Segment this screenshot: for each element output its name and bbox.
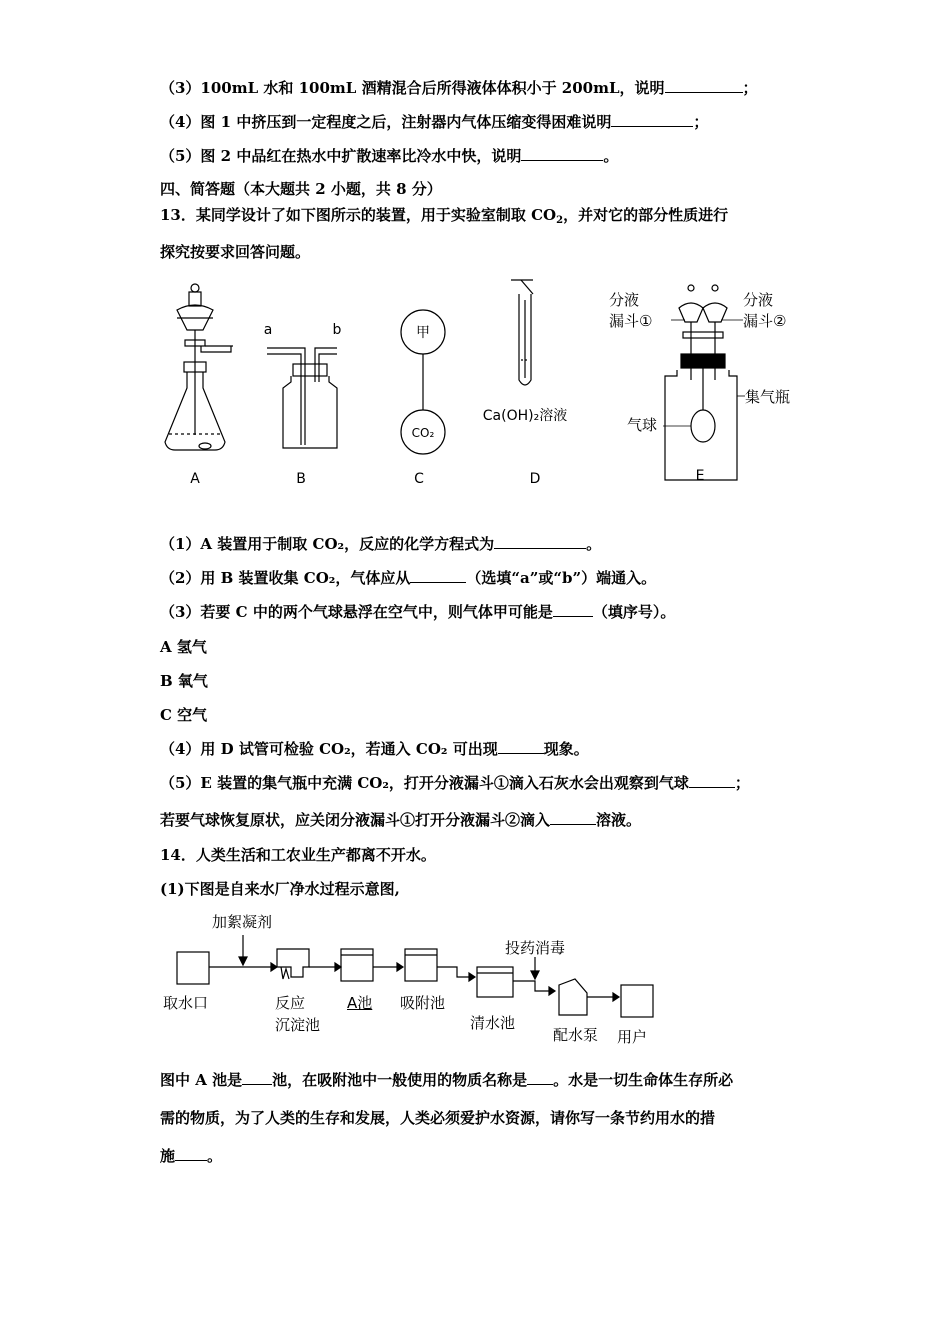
coagulant-label: 加絮凝剂 (212, 913, 273, 931)
reaction-label-b: 沉淀池 (275, 1016, 321, 1034)
q13-stem-a: 13．某同学设计了如下图所示的装置，用于实验室制取 CO (160, 206, 557, 224)
q14-ans1-a: 图中 A 池是 (160, 1071, 243, 1089)
q14-ans1-c: 。水是一切生命体生存所必 (553, 1071, 734, 1089)
answer-blank[interactable] (521, 146, 603, 161)
q14-stem: 14．人类生活和工农业生产都离不开水。 (160, 846, 436, 864)
q13-part4-end: 现象。 (543, 740, 589, 758)
q13-part5b (160, 810, 641, 830)
apparatus-b (267, 348, 337, 448)
balloon-label: 气球 (627, 416, 658, 434)
q13-part5b-text: 若要气球恢复原状，应关闭分液漏斗①打开分液漏斗②滴入 (160, 811, 551, 829)
q12-item3-text: （3）100mL 水和 100mL 酒精混合后所得液体体积小于 200mL，说明 (160, 79, 665, 97)
q14-answer-line3 (160, 1146, 222, 1166)
option-b: B 氧气 (160, 672, 208, 690)
answer-blank[interactable] (242, 1070, 272, 1085)
balloon-jia-label: 甲 (416, 325, 430, 341)
pump-label: 配水泵 (553, 1026, 599, 1044)
q13-part4 (160, 739, 589, 759)
apparatus-a (165, 284, 233, 450)
answer-blank[interactable] (689, 773, 735, 788)
pool-a-label: A池 (347, 994, 373, 1012)
q13-stem-b: ，并对它的部分性质进行 (563, 206, 729, 224)
user-label: 用户 (617, 1028, 648, 1046)
q12-item4-end: ； (693, 113, 709, 131)
port-b-label: b (332, 322, 342, 338)
q13-part1 (160, 534, 601, 554)
answer-blank[interactable] (175, 1146, 207, 1161)
q12-item5-text: （5）图 2 中品红在热水中扩散速率比冷水中快，说明 (160, 147, 522, 165)
bottle-label: 集气瓶 (745, 388, 791, 406)
q13-part2 (160, 568, 656, 588)
intake-label: 取水口 (163, 994, 209, 1012)
port-a-label: a (263, 322, 273, 338)
label-d: D (529, 471, 541, 487)
label-e: E (695, 468, 705, 484)
adsorb-label: 吸附池 (400, 994, 446, 1012)
answer-blank[interactable] (498, 739, 544, 754)
q12-item4-text: （4）图 1 中挤压到一定程度之后，注射器内气体压缩变得困难说明 (160, 113, 612, 131)
option-c: C 空气 (160, 706, 208, 724)
answer-blank[interactable] (553, 602, 593, 617)
q13-part2-text: （2）用 B 装置收集 CO₂，气体应从 (160, 569, 411, 587)
q13-part5-text: （5）E 装置的集气瓶中充满 CO₂，打开分液漏斗①滴入石灰水会出观察到气球 (160, 774, 689, 792)
q14-answer-line1 (160, 1070, 733, 1090)
funnel2-label-b: 漏斗② (743, 312, 787, 330)
funnel2-label-a: 分液 (743, 291, 774, 309)
disinfect-label: 投药消毒 (505, 939, 566, 957)
q12-item4 (160, 112, 708, 132)
q13-stem: 13．某同学设计了如下图所示的装置，用于实验室制取 $CO_2$，并对它的部分性质进行 (160, 206, 729, 226)
label-c: C (414, 471, 424, 487)
option-a: A 氢气 (160, 638, 207, 656)
section-heading: 四、简答题（本大题共 2 小题，共 8 分） (160, 180, 442, 198)
q14-ans3-a: 施 (160, 1147, 176, 1165)
answer-blank[interactable] (550, 810, 596, 825)
funnel1-label-a: 分液 (609, 291, 640, 309)
apparatus-figure (155, 270, 815, 495)
q12-item5-end: 。 (603, 147, 619, 165)
q14-answer-line2: 需的物质，为了人类的生存和发展，人类必须爱护水资源，请你写一条节约用水的措 (160, 1109, 716, 1127)
q13-part5-end: ； (734, 774, 750, 792)
q13-part3-end: （填序号）。 (592, 603, 676, 621)
answer-blank[interactable] (527, 1070, 553, 1085)
funnel1-label-b: 漏斗① (609, 312, 653, 330)
apparatus-e (665, 285, 737, 480)
reaction-label-a: 反应 (275, 994, 306, 1012)
q12-item3-end: ； (742, 79, 758, 97)
answer-blank[interactable] (611, 112, 693, 127)
apparatus-d (511, 280, 533, 385)
answer-blank[interactable] (665, 78, 743, 93)
q13-stem-line2: 探究按要求回答问题。 (160, 243, 311, 261)
q13-part1-end: 。 (586, 535, 602, 553)
label-a: A (190, 471, 200, 487)
label-b: B (296, 471, 306, 487)
q13-part3-text: （3）若要 C 中的两个气球悬浮在空气中，则气体甲可能是 (160, 603, 553, 621)
q13-part4-text: （4）用 D 试管可检验 CO₂，若通入 CO₂ 可出现 (160, 740, 498, 758)
balloon-co2-label: CO₂ (411, 426, 435, 440)
q14-part1: (1)下图是自来水厂净水过程示意图, (160, 880, 400, 898)
q12-item5 (160, 146, 618, 166)
clear-pool-label: 清水池 (470, 1014, 516, 1032)
q12-item3 (160, 78, 758, 98)
q13-part2-end: （选填“a”或“b”）端通入。 (466, 569, 657, 587)
q14-ans1-b: 池，在吸附池中一般使用的物质名称是 (272, 1071, 528, 1089)
q13-part1-text: （1）A 装置用于制取 CO₂，反应的化学方程式为 (160, 535, 495, 553)
answer-blank[interactable] (410, 568, 466, 583)
q14-ans3-b: 。 (207, 1147, 223, 1165)
q13-part5b-end: 溶液。 (596, 811, 642, 829)
q13-part5 (160, 773, 750, 793)
answer-blank[interactable] (494, 534, 586, 549)
q13-part3 (160, 602, 675, 622)
limewater-label: Ca(OH)₂溶液 (482, 408, 568, 424)
intake-box (177, 952, 209, 984)
